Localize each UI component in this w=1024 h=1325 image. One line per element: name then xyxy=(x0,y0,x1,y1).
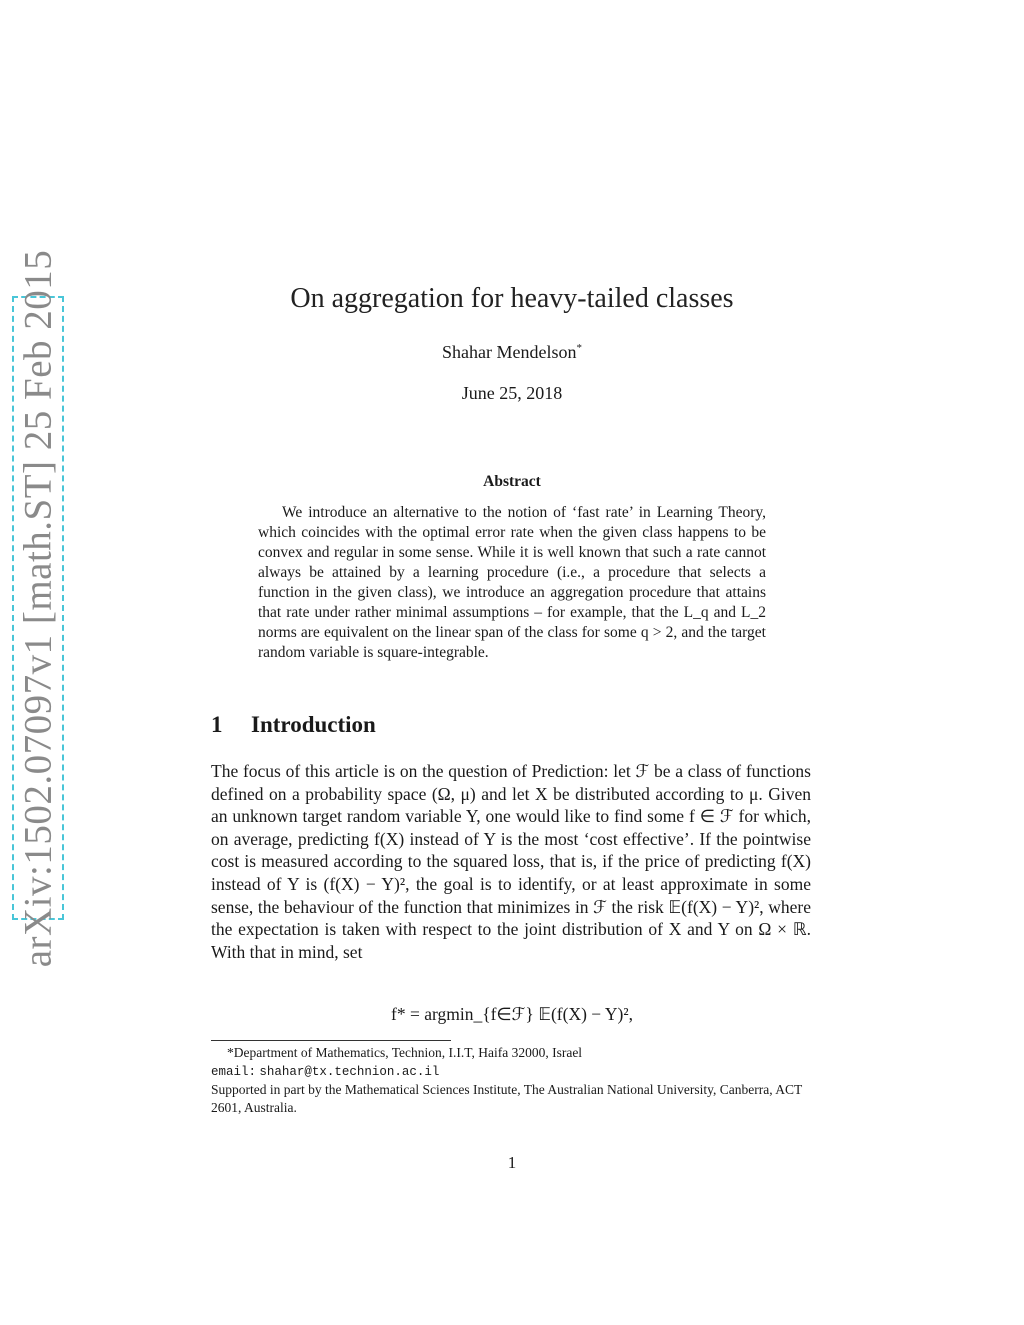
arxiv-identifier: arXiv:1502.07097v1 [math.ST] 25 Feb 2015 xyxy=(16,249,60,967)
abstract-heading: Abstract xyxy=(483,473,541,490)
page-number: 1 xyxy=(507,1153,517,1172)
section-number: 1 xyxy=(211,712,223,737)
footnote-email[interactable]: shahar@tx.technion.ac.il xyxy=(259,1065,440,1079)
intro-paragraph: The focus of this article is on the question of Prediction: let ℱ be a class of functions defined on a probability space (Ω, μ) and let X be distributed according to μ. Given an unknown target random variable Y, one would like to find some f ∈ ℱ for which, on average, predicting f(X) instead of Y is the most ‘cost effective’. If the pointwise cost is measured according to the squared loss, that is, if the price of predicting f(X) instead of Y is (f(X) − Y)², the goal is to identify, or at least approximate in some sense, the behaviour of the function that minimizes in ℱ the risk 𝔼(f(X) − Y)², where the expectation is taken with respect to the joint distribution of X and Y on Ω × ℝ. With that in mind, set xyxy=(211,761,811,962)
footnotes xyxy=(211,1044,811,1117)
footnote-email-label: email: xyxy=(211,1065,257,1079)
footnote-affiliation: *Department of Mathematics, Technion, I.I.T, Haifa 32000, Israel xyxy=(227,1045,583,1060)
author-line xyxy=(0,342,1024,363)
display-equation: f* = argmin_{f∈ℱ} 𝔼(f(X) − Y)², xyxy=(391,1004,633,1024)
author-name: Shahar Mendelson xyxy=(442,342,577,362)
section-heading xyxy=(211,712,376,738)
paper-title: On aggregation for heavy-tailed classes xyxy=(290,283,734,314)
abstract-text: We introduce an alternative to the notion of ‘fast rate’ in Learning Theory, which coincides with the optimal error rate when the given class happens to be convex and regular in some sense. While it is well known that such a rate cannot always be attained by a learning procedure (i.e., a procedure that selects a function in the given class), we introduce an aggregation procedure that attains that rate under rather minimal assumptions – for example, that the L_q and L_2 norms are equivalent on the linear span of the class for some q > 2, and the target random variable is square-integrable. xyxy=(258,504,766,661)
footnote-email-line xyxy=(211,1062,811,1081)
footnote-support: Supported in part by the Mathematical Sciences Institute, The Australian National University, Canberra, ACT 2601, Australia. xyxy=(211,1082,802,1115)
paper-date: June 25, 2018 xyxy=(461,383,563,403)
footnote-rule xyxy=(211,1040,451,1041)
author-footnote-mark: * xyxy=(576,342,582,354)
section-title: Introduction xyxy=(251,712,376,737)
